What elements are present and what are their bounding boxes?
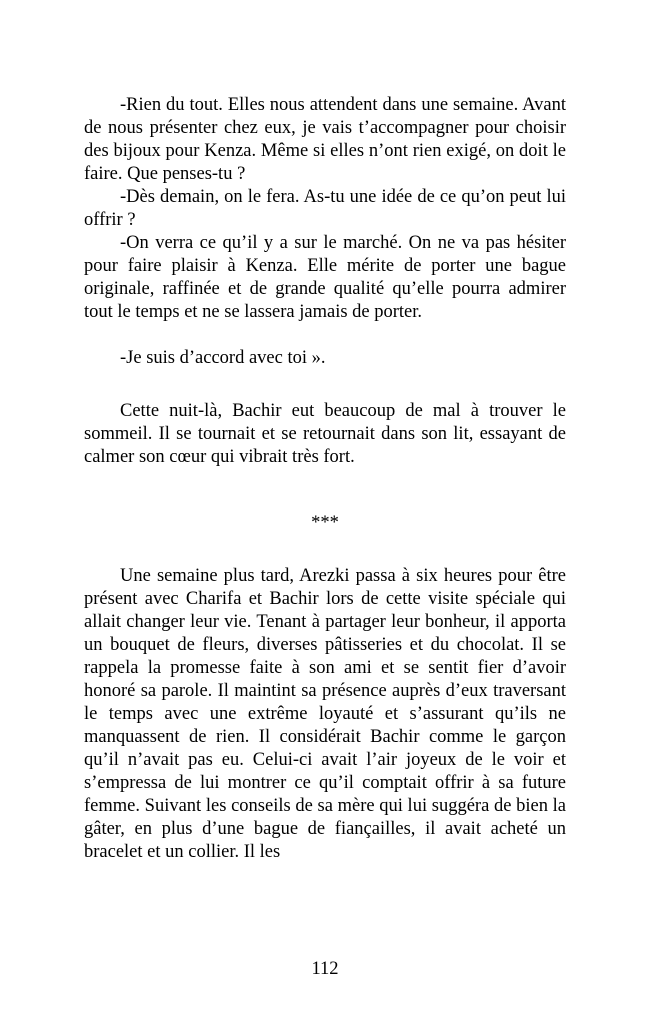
dialogue-paragraph-2: -Dès demain, on le fera. As-tu une idée de ce qu’on peut lui offrir ? [84, 187, 566, 230]
dialogue-paragraph-3: -On verra ce qu’il y a sur le marché. On ne va pas hésiter pour faire plaisir à Kenza. Elle mérite de porter une bague originale, raffinée et de grande qualité qu’elle pourra admirer tout le temps et ne se lassera jamais de porter. [84, 233, 566, 322]
narrative-paragraph-night: Cette nuit-là, Bachir eut beaucoup de mal à trouver le sommeil. Il se tournait et se retournait dans son lit, essayant de calmer son cœur qui vibrait très fort. [84, 401, 566, 467]
dialogue-paragraph-1: -Rien du tout. Elles nous attendent dans une semaine. Avant de nous présenter chez eux, je vais t’accompagner pour choisir des bijoux pour Kenza. Même si elles n’ont rien exigé, on doit le faire. Que penses-tu ? [84, 95, 566, 184]
page-number: 112 [311, 959, 339, 979]
section-separator: *** [311, 513, 339, 533]
book-page [84, 0, 566, 1035]
dialogue-paragraph-4: -Je suis d’accord avec toi ». [120, 348, 326, 368]
narrative-paragraph-week-later: Une semaine plus tard, Arezki passa à six heures pour être présent avec Charifa et Bachir lors de cette visite spéciale qui allait changer leur vie. Tenant à partager leur bonheur, il apporta un bouquet de fleurs, diverses pâtisseries et du chocolat. Il se rappela la promesse faite à son ami et se sentit fier d’avoir honoré sa parole. Il maintint sa présence auprès d’eux traversant le temps avec une extrême loyauté et s’assurant qu’ils ne manquassent de rien. Il considérait Bachir comme le garçon qu’il n’avait pas eu. Celui-ci avait l’air joyeux de le voir et s’empressa de lui montrer ce qu’il comptait offrir à sa future femme. Suivant les conseils de sa mère qui lui suggéra de bien la gâter, en plus d’une bague de fiançailles, il avait acheté un bracelet et un collier. Il les [84, 566, 566, 862]
